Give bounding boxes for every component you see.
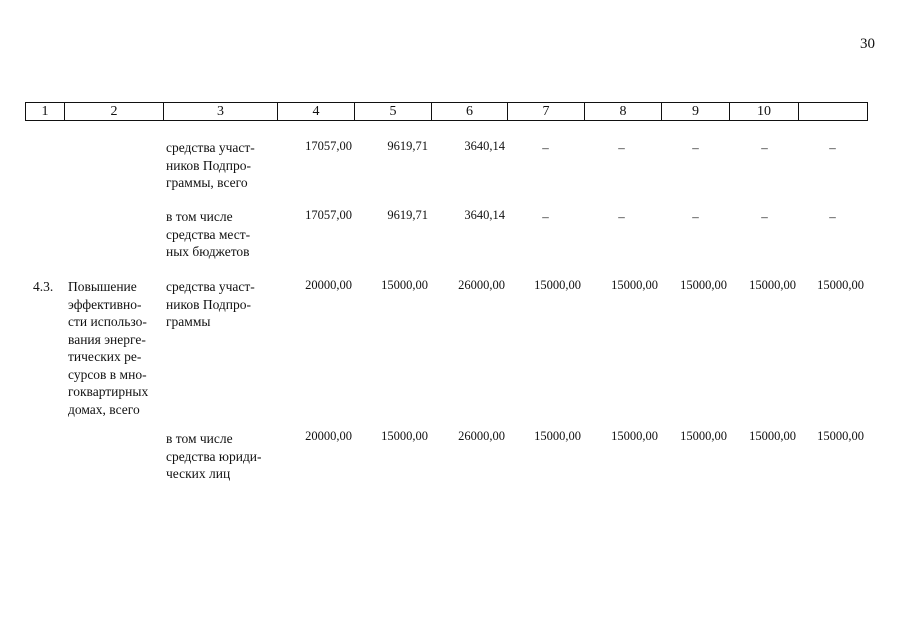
row-2-value-10: –	[761, 209, 768, 224]
row-2-value-4: 17057,00	[305, 208, 352, 222]
row-1-value-8: –	[618, 140, 625, 155]
header-cell-9: 9	[662, 103, 730, 120]
row-3-value-6: 26000,00	[458, 278, 505, 292]
header-cell-7: 7	[508, 103, 585, 120]
row-4-value-4: 20000,00	[305, 429, 352, 443]
row-4-value-6: 26000,00	[458, 429, 505, 443]
row-2-value-8: –	[618, 209, 625, 224]
row-4-value-5: 15000,00	[381, 429, 428, 443]
row-2-value-9: –	[692, 209, 699, 224]
row-3-value-9: 15000,00	[680, 278, 727, 292]
row-3-item-number: 4.3.	[33, 279, 54, 294]
row-1-value-10: –	[761, 140, 768, 155]
row-4-value-8: 15000,00	[611, 429, 658, 443]
row-2-value-5: 9619,71	[387, 208, 428, 222]
row-1-value-7: –	[542, 140, 549, 155]
row-3-value-4: 20000,00	[305, 278, 352, 292]
header-cell-5: 5	[355, 103, 432, 120]
row-2-funding-source: в том числе средства мест- ных бюджетов	[166, 209, 251, 259]
row-3-value-5: 15000,00	[381, 278, 428, 292]
header-cell-2: 2	[65, 103, 164, 120]
row-2-value-11: –	[829, 209, 836, 224]
row-2-value-7: –	[542, 209, 549, 224]
header-cell-10: 10	[730, 103, 799, 120]
header-cell-8: 8	[585, 103, 662, 120]
row-4-value-11: 15000,00	[817, 429, 864, 443]
table-header-row	[25, 102, 868, 121]
row-3-value-10: 15000,00	[749, 278, 796, 292]
header-cell-3: 3	[164, 103, 278, 120]
row-4-value-9: 15000,00	[680, 429, 727, 443]
header-cell-1: 1	[26, 103, 65, 120]
row-4-funding-source: в том числе средства юриди- ческих лиц	[166, 431, 262, 481]
header-cell-4: 4	[278, 103, 355, 120]
row-1-value-4: 17057,00	[305, 139, 352, 153]
page-number: 30	[860, 36, 875, 52]
row-3-value-8: 15000,00	[611, 278, 658, 292]
row-1-value-11: –	[829, 140, 836, 155]
row-4-value-7: 15000,00	[534, 429, 581, 443]
row-3-value-11: 15000,00	[817, 278, 864, 292]
row-3-value-7: 15000,00	[534, 278, 581, 292]
row-1-value-5: 9619,71	[387, 139, 428, 153]
row-3-funding-source: средства участ- ников Подпро- граммы	[166, 279, 255, 329]
row-4-value-10: 15000,00	[749, 429, 796, 443]
header-cell-6: 6	[432, 103, 508, 120]
row-1-funding-source: средства участ- ников Подпро- граммы, всего	[166, 140, 255, 190]
row-2-value-6: 3640,14	[464, 208, 505, 222]
row-1-value-6: 3640,14	[464, 139, 505, 153]
row-1-value-9: –	[692, 140, 699, 155]
row-3-item-description: Повышение эффективно- сти использо- вания энерге- тических ре- сурсов в мно- гоквартирных домах, всего	[68, 279, 149, 417]
header-cell-11	[799, 103, 867, 120]
